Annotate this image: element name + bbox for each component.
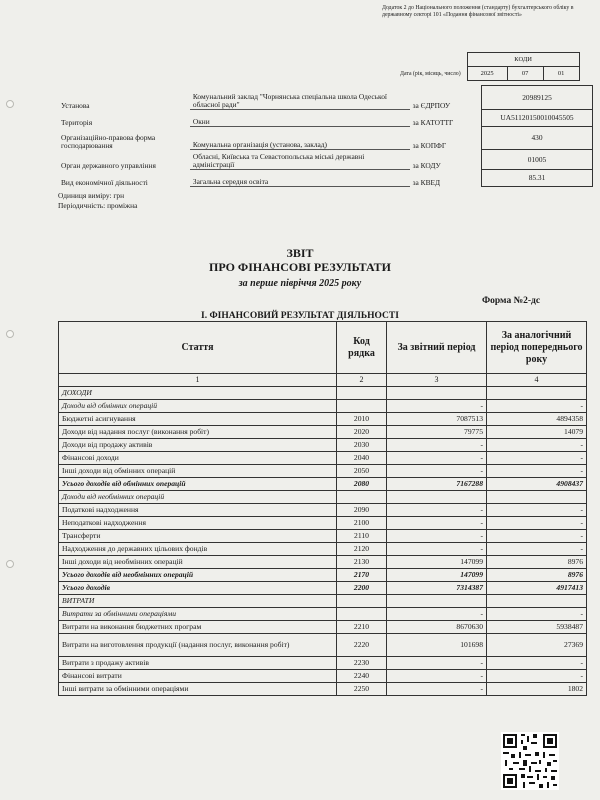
req-code-label: за КВЕД bbox=[412, 177, 441, 187]
col-number: 1 bbox=[59, 374, 337, 387]
row-current: 7087513 bbox=[387, 413, 487, 426]
row-name: Доходи від надання послуг (виконання робіт) bbox=[59, 426, 337, 439]
row-name: Усього доходів від необмінних операцій bbox=[59, 569, 337, 582]
row-code: 2210 bbox=[337, 621, 387, 634]
table-row bbox=[59, 595, 587, 608]
row-current bbox=[387, 491, 487, 504]
row-previous: 8976 bbox=[487, 556, 587, 569]
table-row bbox=[59, 530, 587, 543]
table-row bbox=[59, 400, 587, 413]
table-row bbox=[59, 387, 587, 400]
req-label: Вид економічної діяльності bbox=[61, 177, 148, 187]
report-period: за перше півріччя 2025 року bbox=[238, 278, 362, 289]
row-code bbox=[337, 608, 387, 621]
table-row bbox=[59, 426, 587, 439]
table-row bbox=[59, 608, 587, 621]
req-value: Загальна середня освіта bbox=[190, 170, 410, 187]
req-value: Обласні, Київська та Севастопольська міські державні адміністрації bbox=[190, 150, 410, 170]
row-previous: 4894358 bbox=[487, 413, 587, 426]
req-value: Окни bbox=[190, 110, 410, 127]
row-previous: - bbox=[487, 439, 587, 452]
req-code-label: за ЄДРПОУ bbox=[412, 100, 451, 110]
row-name: Доходи від продажу активів bbox=[59, 439, 337, 452]
row-name: Фінансові витрати bbox=[59, 670, 337, 683]
req-value: Комунальний заклад "Чорнянська спеціальна школа Одеської обласної ради" bbox=[190, 86, 410, 110]
row-name: Трансферти bbox=[59, 530, 337, 543]
row-previous: - bbox=[487, 504, 587, 517]
row-previous: - bbox=[487, 517, 587, 530]
col-number: 3 bbox=[387, 374, 487, 387]
section-title: I. ФІНАНСОВИЙ РЕЗУЛЬТАТ ДІЯЛЬНОСТІ bbox=[201, 311, 399, 321]
row-name: Неподаткові надходження bbox=[59, 517, 337, 530]
row-code: 2130 bbox=[337, 556, 387, 569]
table-row bbox=[59, 569, 587, 582]
row-previous bbox=[487, 387, 587, 400]
row-previous: - bbox=[487, 530, 587, 543]
row-code: 2080 bbox=[337, 478, 387, 491]
report-subtitle: ПРО ФІНАНСОВІ РЕЗУЛЬТАТИ bbox=[209, 260, 391, 274]
row-previous: - bbox=[487, 543, 587, 556]
row-code: 2040 bbox=[337, 452, 387, 465]
req-code: 01005 bbox=[482, 150, 593, 170]
req-code: 430 bbox=[482, 127, 593, 150]
row-name: Витрати на виготовлення продукції (надання послуг, виконання робіт) bbox=[59, 634, 337, 657]
row-name: Усього доходів від обмінних операцій bbox=[59, 478, 337, 491]
row-code: 2020 bbox=[337, 426, 387, 439]
date-label: Дата (рік, місяць, число) bbox=[400, 70, 461, 77]
table-body bbox=[59, 387, 587, 696]
table-row bbox=[59, 683, 587, 696]
date-year: 2025 bbox=[467, 67, 507, 81]
row-current: - bbox=[387, 439, 487, 452]
row-code: 2110 bbox=[337, 530, 387, 543]
table-row bbox=[59, 478, 587, 491]
row-code: 2010 bbox=[337, 413, 387, 426]
row-name: Надходження до державних цільових фондів bbox=[59, 543, 337, 556]
row-name: Усього доходів bbox=[59, 582, 337, 595]
row-code bbox=[337, 400, 387, 413]
unit-of-measure: Одиниця виміру: грн bbox=[58, 191, 125, 200]
table-row bbox=[59, 670, 587, 683]
row-code: 2050 bbox=[337, 465, 387, 478]
col-number: 2 bbox=[337, 374, 387, 387]
row-name: Фінансові доходи bbox=[59, 452, 337, 465]
req-label: Територія bbox=[61, 117, 93, 127]
row-current: - bbox=[387, 452, 487, 465]
table-row bbox=[59, 556, 587, 569]
row-previous: 4917413 bbox=[487, 582, 587, 595]
row-current: 8670630 bbox=[387, 621, 487, 634]
row-current: - bbox=[387, 608, 487, 621]
row-previous bbox=[487, 491, 587, 504]
row-current: 79775 bbox=[387, 426, 487, 439]
row-current: 7314387 bbox=[387, 582, 487, 595]
row-name: ДОХОДИ bbox=[59, 387, 337, 400]
row-code bbox=[337, 595, 387, 608]
col-header-current: За звітний період bbox=[387, 322, 487, 374]
table-row bbox=[59, 543, 587, 556]
row-current: - bbox=[387, 504, 487, 517]
req-label: Організаційно-правова форма господарювання bbox=[61, 132, 156, 150]
row-current: 7167288 bbox=[387, 478, 487, 491]
table-row bbox=[59, 517, 587, 530]
row-current: 147099 bbox=[387, 569, 487, 582]
row-current: - bbox=[387, 657, 487, 670]
col-header-code: Код рядка bbox=[337, 322, 387, 374]
row-code: 2250 bbox=[337, 683, 387, 696]
row-code: 2240 bbox=[337, 670, 387, 683]
req-label: Орган державного управління bbox=[61, 160, 156, 170]
approval-note: Додаток 2 до Національного положення (стандарту) бухгалтерського обліку в державному секторі 101 «Подання фінансової звітності» bbox=[382, 5, 574, 18]
row-name: Витрати з продажу активів bbox=[59, 657, 337, 670]
row-code: 2090 bbox=[337, 504, 387, 517]
row-code: 2100 bbox=[337, 517, 387, 530]
req-code: 85.31 bbox=[482, 170, 593, 187]
row-name: Інші витрати за обмінними операціями bbox=[59, 683, 337, 696]
req-label: Установа bbox=[61, 100, 90, 110]
row-code bbox=[337, 387, 387, 400]
row-name: Доходи від обмінних операцій bbox=[59, 400, 337, 413]
table-row bbox=[59, 504, 587, 517]
row-current: - bbox=[387, 517, 487, 530]
table-row bbox=[59, 439, 587, 452]
row-current bbox=[387, 387, 487, 400]
row-current: 101698 bbox=[387, 634, 487, 657]
row-current bbox=[387, 595, 487, 608]
report-title: ЗВІТ bbox=[286, 246, 314, 260]
row-code: 2030 bbox=[337, 439, 387, 452]
col-number: 4 bbox=[487, 374, 587, 387]
row-name: Бюджетні асигнування bbox=[59, 413, 337, 426]
row-previous: - bbox=[487, 670, 587, 683]
row-previous: 1802 bbox=[487, 683, 587, 696]
row-name: Інші доходи від обмінних операцій bbox=[59, 465, 337, 478]
row-code: 2120 bbox=[337, 543, 387, 556]
req-value: Комунальна організація (установа, заклад) bbox=[190, 127, 410, 150]
row-previous: - bbox=[487, 452, 587, 465]
row-code: 2220 bbox=[337, 634, 387, 657]
requisites-block bbox=[58, 85, 593, 187]
row-name: Витрати на виконання бюджетних програм bbox=[59, 621, 337, 634]
req-code: UA51120150010045505 bbox=[482, 110, 593, 127]
qr-code bbox=[501, 732, 559, 790]
row-code: 2230 bbox=[337, 657, 387, 670]
row-name: Податкові надходження bbox=[59, 504, 337, 517]
req-code-label: за КОПФГ bbox=[412, 140, 447, 150]
form-number: Форма №2-дс bbox=[482, 296, 541, 306]
table-row bbox=[59, 634, 587, 657]
row-previous: 14079 bbox=[487, 426, 587, 439]
row-name: Витрати за обмінними операціями bbox=[59, 608, 337, 621]
col-header-previous: За аналогічний період попереднього року bbox=[487, 322, 587, 374]
row-name: Інші доходи від необмінних операцій bbox=[59, 556, 337, 569]
col-header-article: Стаття bbox=[59, 322, 337, 374]
row-previous: - bbox=[487, 400, 587, 413]
row-name: ВИТРАТИ bbox=[59, 595, 337, 608]
row-current: - bbox=[387, 400, 487, 413]
row-previous: 4908437 bbox=[487, 478, 587, 491]
row-previous bbox=[487, 595, 587, 608]
row-previous: - bbox=[487, 657, 587, 670]
row-code: 2200 bbox=[337, 582, 387, 595]
row-current: - bbox=[387, 543, 487, 556]
row-previous: - bbox=[487, 465, 587, 478]
financial-results-table bbox=[58, 321, 586, 696]
table-row bbox=[59, 582, 587, 595]
req-code-label: за КОДУ bbox=[412, 160, 441, 170]
row-previous: 8976 bbox=[487, 569, 587, 582]
row-code bbox=[337, 491, 387, 504]
date-month: 07 bbox=[507, 67, 543, 81]
row-current: - bbox=[387, 670, 487, 683]
table-row bbox=[59, 413, 587, 426]
req-code: 20989125 bbox=[482, 86, 593, 110]
codes-header: КОДИ bbox=[467, 53, 579, 67]
row-previous: 5938487 bbox=[487, 621, 587, 634]
row-previous: 27369 bbox=[487, 634, 587, 657]
row-current: 147099 bbox=[387, 556, 487, 569]
table-row bbox=[59, 491, 587, 504]
table-row bbox=[59, 657, 587, 670]
row-code: 2170 bbox=[337, 569, 387, 582]
row-current: - bbox=[387, 530, 487, 543]
table-row bbox=[59, 621, 587, 634]
row-previous: - bbox=[487, 608, 587, 621]
row-current: - bbox=[387, 465, 487, 478]
date-day: 01 bbox=[543, 67, 579, 81]
codes-block bbox=[398, 52, 580, 81]
units-block bbox=[58, 191, 137, 211]
periodicity: Періодичність: проміжна bbox=[58, 201, 138, 210]
table-row bbox=[59, 465, 587, 478]
row-name: Доходи від необмінних операцій bbox=[59, 491, 337, 504]
req-code-label: за КАТОТТГ bbox=[412, 117, 454, 127]
table-row bbox=[59, 452, 587, 465]
row-current: - bbox=[387, 683, 487, 696]
